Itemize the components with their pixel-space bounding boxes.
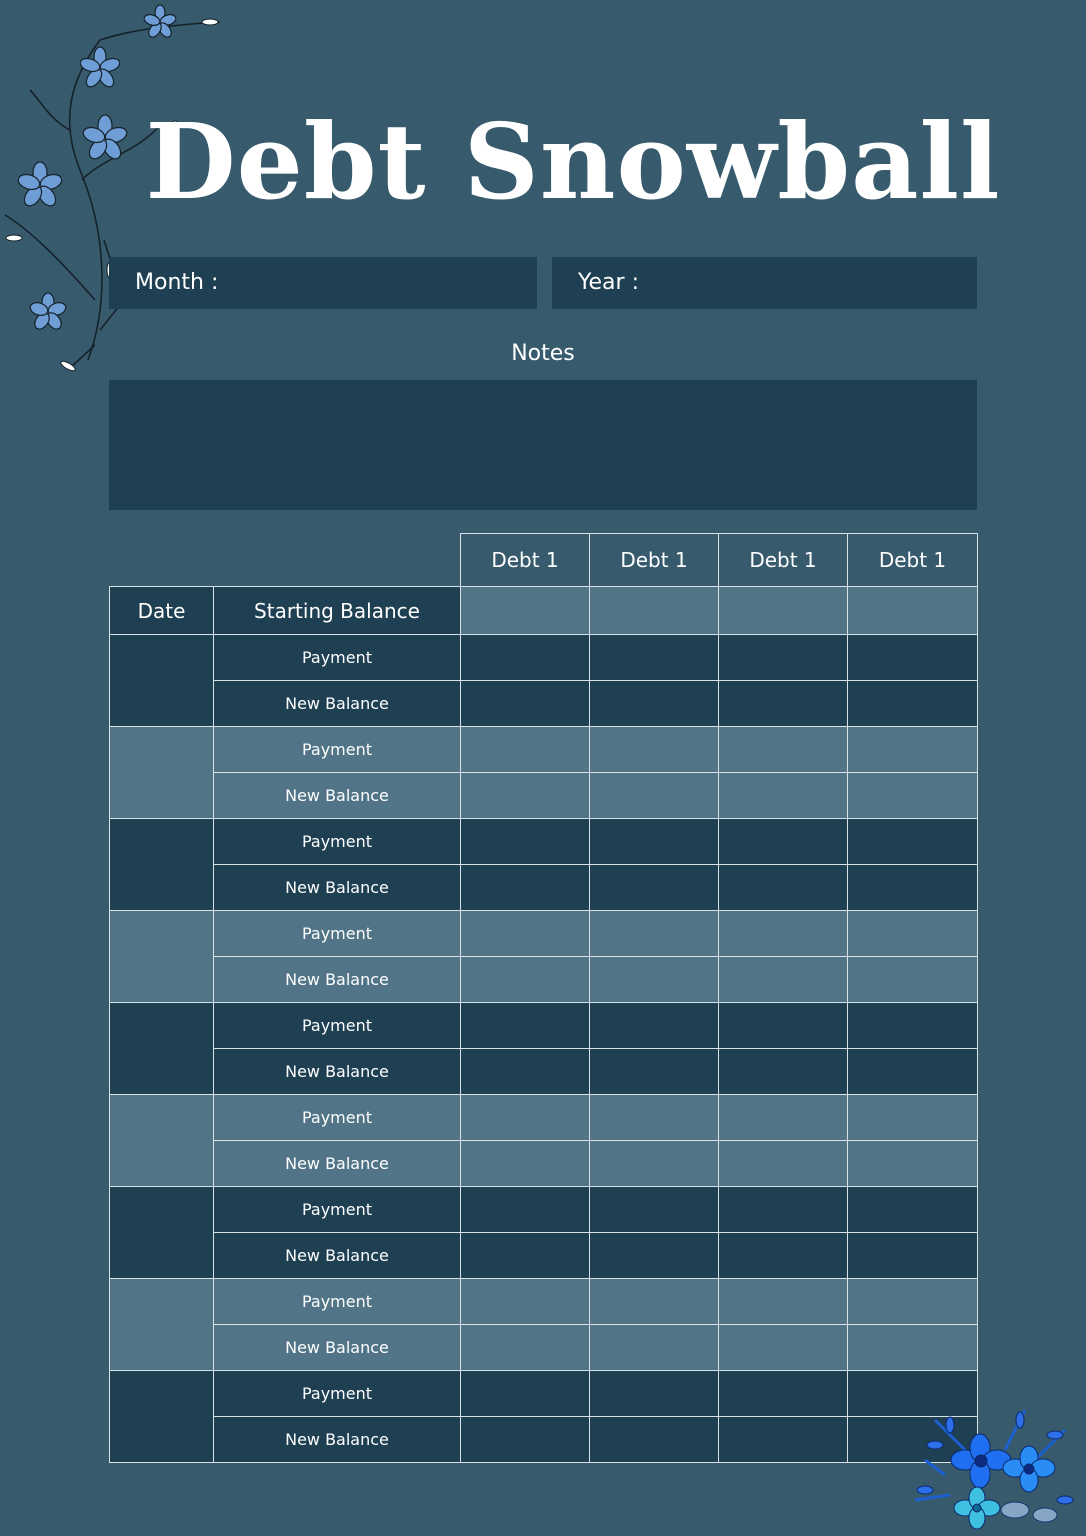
- payment-row: [110, 819, 978, 865]
- payment-cell[interactable]: [590, 911, 719, 957]
- blue-flower-cluster-icon: [905, 1400, 1086, 1536]
- new-balance-cell[interactable]: [590, 1325, 719, 1371]
- new-balance-cell[interactable]: [461, 1325, 590, 1371]
- payment-cell[interactable]: [848, 1279, 978, 1325]
- new-balance-cell[interactable]: [719, 865, 848, 911]
- new-balance-label: New Balance: [214, 1233, 461, 1279]
- new-balance-row: [110, 1141, 978, 1187]
- payment-cell[interactable]: [719, 911, 848, 957]
- payment-cell[interactable]: [461, 1095, 590, 1141]
- new-balance-row: [110, 957, 978, 1003]
- payment-label: Payment: [214, 1187, 461, 1233]
- starting-balance-header: Starting Balance: [214, 587, 461, 635]
- payment-cell[interactable]: [461, 635, 590, 681]
- new-balance-cell[interactable]: [590, 1141, 719, 1187]
- new-balance-row: [110, 1325, 978, 1371]
- new-balance-cell[interactable]: [590, 773, 719, 819]
- month-label: Month :: [135, 270, 219, 295]
- payment-cell[interactable]: [590, 819, 719, 865]
- payment-row: [110, 911, 978, 957]
- date-header: Date: [110, 587, 214, 635]
- new-balance-row: [110, 681, 978, 727]
- new-balance-label: New Balance: [214, 957, 461, 1003]
- new-balance-cell[interactable]: [461, 1141, 590, 1187]
- new-balance-cell[interactable]: [461, 681, 590, 727]
- payment-cell[interactable]: [461, 727, 590, 773]
- new-balance-cell[interactable]: [848, 1141, 978, 1187]
- payment-cell[interactable]: [461, 911, 590, 957]
- payment-label: Payment: [214, 819, 461, 865]
- payment-cell[interactable]: [719, 1371, 848, 1417]
- new-balance-cell[interactable]: [461, 1049, 590, 1095]
- payment-cell[interactable]: [590, 1279, 719, 1325]
- payment-cell[interactable]: [719, 727, 848, 773]
- debt-header-row: [110, 534, 978, 587]
- payment-row: [110, 1095, 978, 1141]
- new-balance-cell[interactable]: [590, 1049, 719, 1095]
- payment-row: [110, 1279, 978, 1325]
- payment-cell[interactable]: [848, 635, 978, 681]
- new-balance-cell[interactable]: [719, 957, 848, 1003]
- new-balance-label: New Balance: [214, 773, 461, 819]
- month-field[interactable]: [109, 257, 537, 309]
- date-cell[interactable]: [110, 1003, 214, 1095]
- new-balance-cell[interactable]: [848, 1325, 978, 1371]
- payment-cell[interactable]: [590, 1003, 719, 1049]
- new-balance-cell[interactable]: [590, 1417, 719, 1463]
- date-cell[interactable]: [110, 1095, 214, 1187]
- payment-cell[interactable]: [590, 635, 719, 681]
- new-balance-cell[interactable]: [848, 1233, 978, 1279]
- payment-cell[interactable]: [848, 1003, 978, 1049]
- payment-cell[interactable]: [719, 1279, 848, 1325]
- payment-label: Payment: [214, 911, 461, 957]
- payment-row: [110, 1187, 978, 1233]
- payment-cell[interactable]: [461, 1187, 590, 1233]
- new-balance-cell[interactable]: [590, 1233, 719, 1279]
- year-field[interactable]: [552, 257, 977, 309]
- payment-cell[interactable]: [590, 1095, 719, 1141]
- debt-header: Debt 1: [848, 534, 978, 587]
- new-balance-label: New Balance: [214, 1325, 461, 1371]
- new-balance-cell[interactable]: [719, 773, 848, 819]
- payment-label: Payment: [214, 1279, 461, 1325]
- starting-balance-cell[interactable]: [590, 587, 719, 635]
- new-balance-cell[interactable]: [461, 1417, 590, 1463]
- date-cell[interactable]: [110, 635, 214, 727]
- payment-cell[interactable]: [848, 819, 978, 865]
- new-balance-label: New Balance: [214, 1141, 461, 1187]
- payment-label: Payment: [214, 727, 461, 773]
- date-cell[interactable]: [110, 1187, 214, 1279]
- column-header-row: [110, 587, 978, 635]
- payment-cell[interactable]: [719, 1003, 848, 1049]
- payment-label: Payment: [214, 1095, 461, 1141]
- new-balance-cell[interactable]: [719, 681, 848, 727]
- starting-balance-cell[interactable]: [461, 587, 590, 635]
- new-balance-cell[interactable]: [461, 865, 590, 911]
- payment-cell[interactable]: [848, 1095, 978, 1141]
- payment-cell[interactable]: [590, 727, 719, 773]
- new-balance-cell[interactable]: [719, 1417, 848, 1463]
- payment-cell[interactable]: [848, 1187, 978, 1233]
- new-balance-label: New Balance: [214, 1417, 461, 1463]
- payment-cell[interactable]: [461, 1003, 590, 1049]
- debt-snowball-table: [109, 533, 978, 1463]
- new-balance-row: [110, 773, 978, 819]
- date-cell[interactable]: [110, 819, 214, 911]
- payment-label: Payment: [214, 635, 461, 681]
- new-balance-row: [110, 1417, 978, 1463]
- payment-row: [110, 1003, 978, 1049]
- payment-label: Payment: [214, 1003, 461, 1049]
- date-cell[interactable]: [110, 911, 214, 1003]
- payment-cell[interactable]: [461, 1279, 590, 1325]
- date-cell[interactable]: [110, 727, 214, 819]
- new-balance-label: New Balance: [214, 1049, 461, 1095]
- new-balance-cell[interactable]: [590, 957, 719, 1003]
- payment-cell[interactable]: [848, 911, 978, 957]
- payment-cell[interactable]: [461, 819, 590, 865]
- new-balance-cell[interactable]: [719, 1325, 848, 1371]
- starting-balance-cell[interactable]: [848, 587, 978, 635]
- payment-cell[interactable]: [719, 1187, 848, 1233]
- new-balance-cell[interactable]: [848, 865, 978, 911]
- starting-balance-cell[interactable]: [719, 587, 848, 635]
- payment-cell[interactable]: [719, 1095, 848, 1141]
- new-balance-row: [110, 1049, 978, 1095]
- payment-cell[interactable]: [719, 635, 848, 681]
- new-balance-cell[interactable]: [848, 957, 978, 1003]
- date-cell[interactable]: [110, 1371, 214, 1463]
- year-label: Year :: [578, 270, 639, 295]
- new-balance-cell[interactable]: [590, 681, 719, 727]
- payment-row: [110, 1371, 978, 1417]
- new-balance-cell[interactable]: [719, 1049, 848, 1095]
- new-balance-cell[interactable]: [719, 1233, 848, 1279]
- new-balance-cell[interactable]: [848, 1049, 978, 1095]
- new-balance-cell[interactable]: [461, 1233, 590, 1279]
- payment-label: Payment: [214, 1371, 461, 1417]
- debt-header: Debt 1: [590, 534, 719, 587]
- notes-label: Notes: [511, 341, 575, 366]
- new-balance-row: [110, 865, 978, 911]
- payment-row: [110, 727, 978, 773]
- debt-header: Debt 1: [719, 534, 848, 587]
- new-balance-cell[interactable]: [461, 957, 590, 1003]
- new-balance-cell[interactable]: [461, 773, 590, 819]
- payment-row: [110, 635, 978, 681]
- new-balance-row: [110, 1233, 978, 1279]
- new-balance-cell[interactable]: [848, 681, 978, 727]
- header-spacer: [110, 534, 461, 587]
- new-balance-cell[interactable]: [848, 773, 978, 819]
- page-title: Debt Snowball: [145, 100, 1001, 223]
- debt-header: Debt 1: [461, 534, 590, 587]
- payment-cell[interactable]: [590, 1187, 719, 1233]
- payment-cell[interactable]: [590, 1371, 719, 1417]
- notes-box[interactable]: [109, 380, 977, 510]
- new-balance-cell[interactable]: [719, 1141, 848, 1187]
- payment-cell[interactable]: [848, 727, 978, 773]
- new-balance-cell[interactable]: [590, 865, 719, 911]
- payment-cell[interactable]: [461, 1371, 590, 1417]
- payment-cell[interactable]: [719, 819, 848, 865]
- new-balance-label: New Balance: [214, 681, 461, 727]
- date-cell[interactable]: [110, 1279, 214, 1371]
- new-balance-label: New Balance: [214, 865, 461, 911]
